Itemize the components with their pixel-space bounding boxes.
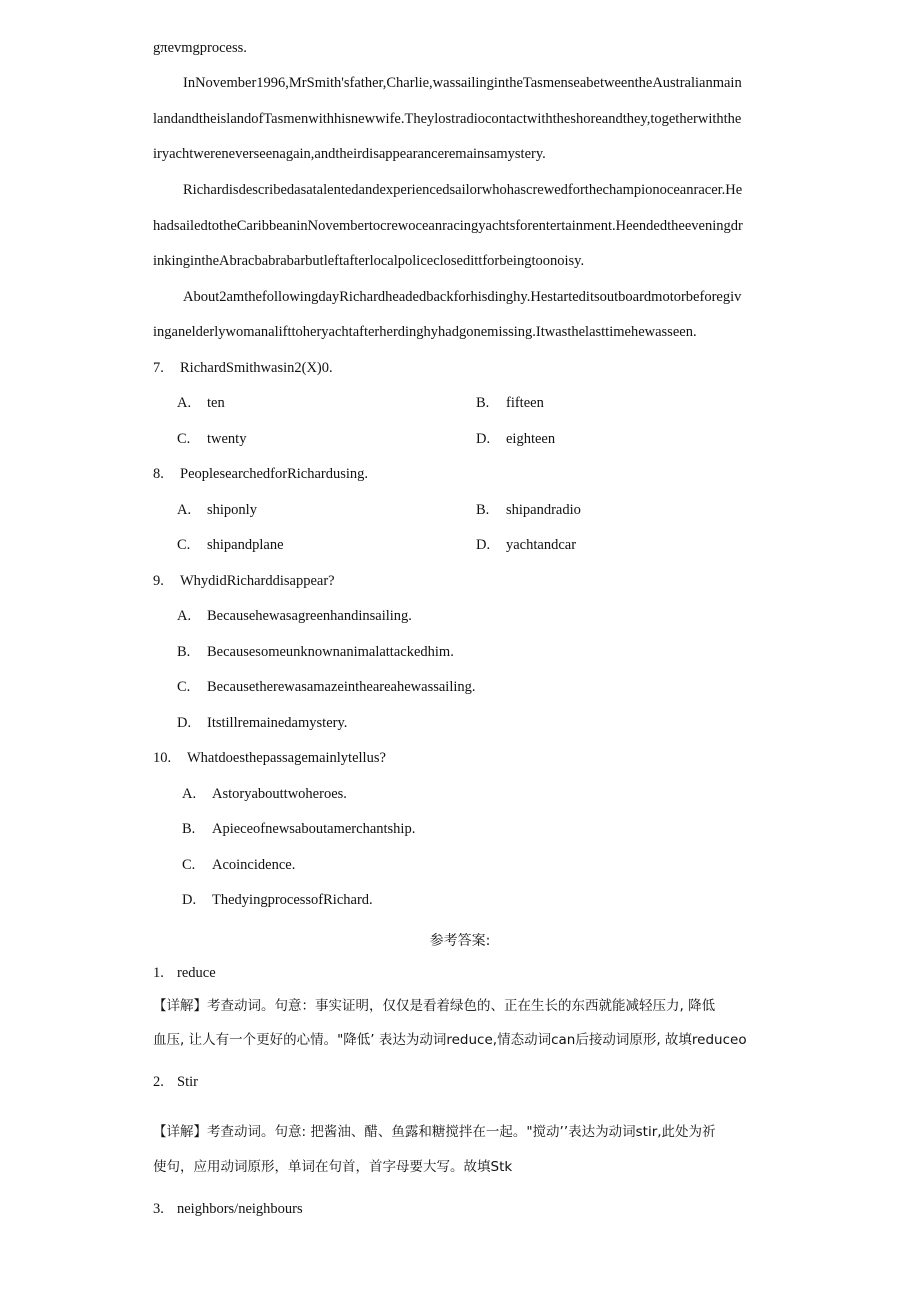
option-10d xyxy=(182,890,373,910)
question-8 xyxy=(153,464,368,484)
question-text: Whatdoesthepassagemainlytellus? xyxy=(187,750,386,766)
option-text: twenty xyxy=(207,431,247,447)
passage-line: About2amthefollowingdayRichardheadedbackforhisdinghy.Hestarteditsoutboardmotorbeforegiv xyxy=(183,289,742,305)
option-8c xyxy=(177,535,284,555)
option-9a xyxy=(177,606,412,626)
answers-title: 参考答案: xyxy=(429,933,491,949)
option-text: shipandradio xyxy=(506,502,581,518)
option-label: C. xyxy=(182,857,196,873)
answer-1 xyxy=(153,963,216,983)
option-8b xyxy=(476,500,581,520)
option-text: yachtandcar xyxy=(506,537,577,553)
answer-number: 1. xyxy=(153,965,164,981)
answer-text: reduce xyxy=(177,965,216,981)
option-label: D. xyxy=(476,431,491,447)
question-number: 7. xyxy=(153,360,164,376)
option-text: Becausehewasagreenhandinsailing. xyxy=(207,608,412,624)
answer-text: neighbors/neighbours xyxy=(177,1201,303,1217)
option-text: Apieceofnewsaboutamerchantship. xyxy=(212,821,416,837)
answer-number: 2. xyxy=(153,1074,164,1090)
option-label: D. xyxy=(182,892,197,908)
option-label: D. xyxy=(177,715,192,731)
question-number: 9. xyxy=(153,573,164,589)
option-label: B. xyxy=(476,502,490,518)
option-8d xyxy=(476,535,576,555)
passage-line: gπevmgprocess. xyxy=(153,40,247,56)
option-label: B. xyxy=(182,821,196,837)
question-text: PeoplesearchedforRichardusing. xyxy=(180,466,369,482)
option-label: A. xyxy=(177,608,192,624)
option-text: fifteen xyxy=(506,395,544,411)
question-text: WhydidRicharddisappear? xyxy=(180,573,335,589)
option-text: shiponly xyxy=(207,502,257,518)
answer-detail-line: 使句，应用动词原形，单词在句首，首字母要大写。故填Stk xyxy=(153,1159,513,1175)
answer-2 xyxy=(153,1072,198,1092)
option-label: B. xyxy=(476,395,490,411)
option-10a xyxy=(182,784,347,804)
question-7 xyxy=(153,358,333,378)
option-10c xyxy=(182,855,295,875)
option-text: Itstillremainedamystery. xyxy=(207,715,348,731)
passage-line: landandtheislandofTasmenwithhisnewwife.Theylostradiocontactwiththeshoreandthey,togetherwiththe xyxy=(153,111,742,127)
option-text: shipandplane xyxy=(207,537,284,553)
option-7b xyxy=(476,393,544,413)
question-number: 8. xyxy=(153,466,164,482)
option-text: Becausetherewasamazeintheareahewassailing. xyxy=(207,679,476,695)
option-text: Becausesomeunknownanimalattackedhim. xyxy=(207,644,454,660)
option-label: C. xyxy=(177,431,191,447)
question-9 xyxy=(153,571,335,591)
option-label: B. xyxy=(177,644,191,660)
answer-text: Stir xyxy=(177,1074,198,1090)
option-label: C. xyxy=(177,537,191,553)
answer-detail-line: 【详解】考查动词。句意：事实证明，仅仅是看着绿色的、正在生长的东西就能减轻压力, 降低 xyxy=(153,998,716,1014)
passage-line: inkingintheAbracbabrabarbutleftafterlocalpoliceclosedittforbeingtoonoisy. xyxy=(153,253,585,269)
answer-3 xyxy=(153,1199,303,1219)
option-text: ten xyxy=(207,395,225,411)
passage-line: Richardisdescribedasatalentedandexperiencedsailorwhohascrewedforthechampionoceanracer.He xyxy=(183,182,743,198)
option-label: A. xyxy=(177,502,192,518)
passage-line: hadsailedtotheCaribbeaninNovembertocrewoceanracingyachtsforentertainment.Heendedtheeveningdr xyxy=(153,218,743,234)
passage-line: InNovember1996,MrSmith'sfather,Charlie,wassailingintheTasmenseabetweentheAustralianmain xyxy=(183,75,742,91)
option-7c xyxy=(177,429,246,449)
passage-line: inganelderlywomanalifttoheryachtafterherdinghyhadgonemissing.Itwasthelasttimehewasseen. xyxy=(153,324,697,340)
option-7a xyxy=(177,393,225,413)
option-label: A. xyxy=(182,786,197,802)
passage-line: iryachtwereneverseenagain,andtheirdisappearanceremainsamystery. xyxy=(153,146,546,162)
option-text: Astoryabouttwoheroes. xyxy=(212,786,347,802)
option-text: eighteen xyxy=(506,431,556,447)
option-9b xyxy=(177,642,454,662)
answer-detail-line: 血压, 让人有一个更好的心情。"降低’ 表达为动词reduce,情态动词can后接动词原形, 故填reduceo xyxy=(153,1032,747,1048)
option-label: D. xyxy=(476,537,491,553)
option-10b xyxy=(182,819,415,839)
option-9c xyxy=(177,677,476,697)
option-label: C. xyxy=(177,679,191,695)
option-text: Acoincidence. xyxy=(212,857,296,873)
question-10 xyxy=(153,748,386,768)
answer-detail-line: 【详解】考查动词。句意: 把酱油、醋、鱼露和糖搅拌在一起。"搅动’’表达为动词stir,此处为祈 xyxy=(153,1124,716,1140)
option-text: ThedyingprocessofRichard. xyxy=(212,892,373,908)
option-7d xyxy=(476,429,555,449)
option-8a xyxy=(177,500,257,520)
option-label: A. xyxy=(177,395,192,411)
question-number: 10. xyxy=(153,750,172,766)
question-text: RichardSmithwasin2(X)0. xyxy=(180,360,333,376)
answer-number: 3. xyxy=(153,1201,164,1217)
option-9d xyxy=(177,713,347,733)
